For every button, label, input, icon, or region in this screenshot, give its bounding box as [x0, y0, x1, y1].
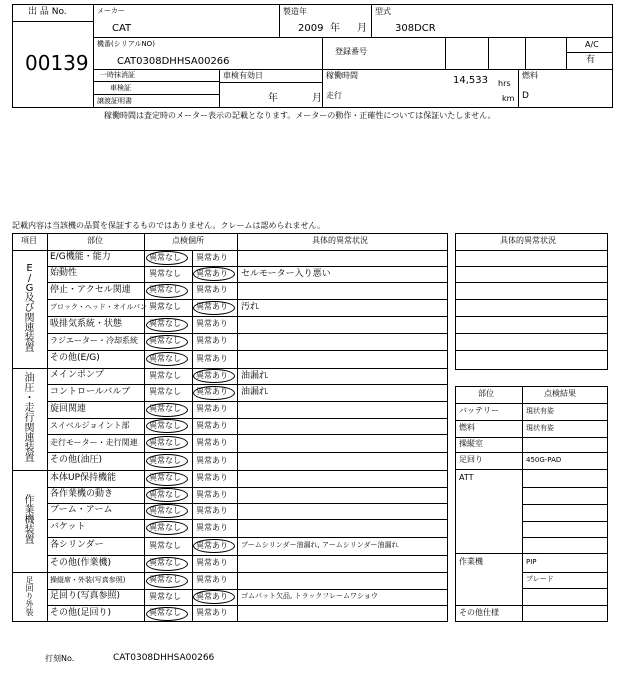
model-label: 型式	[375, 7, 391, 16]
right-detail-head: 具体的異常状況	[500, 236, 556, 245]
row-part: その他(作業機)	[50, 557, 112, 568]
hours-label: 稼働時間	[326, 71, 358, 80]
check-normal: 異常なし	[149, 591, 181, 601]
check-abnormal: 異常あり	[196, 591, 228, 601]
row-detail: 汚れ	[241, 302, 260, 312]
serial-value: CAT0308DHHSA00266	[117, 56, 230, 67]
check-abnormal: 異常あり	[196, 420, 228, 430]
lot-no-label: 出 品 No.	[28, 7, 67, 17]
right-row-part: 作業機	[459, 557, 483, 566]
check-normal: 異常なし	[149, 319, 181, 328]
check-circle-mark	[146, 318, 188, 332]
row-part: 停止・アクセル関連	[50, 284, 131, 295]
check-abnormal: 異常あり	[196, 302, 228, 311]
check-circle-mark	[146, 454, 188, 468]
model-value: 308DCR	[395, 23, 436, 34]
right-row-result: 450G-PAD	[526, 455, 562, 464]
row-part: E/G機能・能力	[50, 252, 111, 262]
hours-unit: hrs	[498, 79, 511, 88]
row-part: スイベルジョイント部	[50, 420, 130, 430]
check-abnormal: 異常あり	[196, 489, 228, 499]
check-abnormal: 異常あり	[196, 473, 228, 482]
row-part: ラジエーター・冷却系統	[50, 336, 138, 345]
row-part: メインポンプ	[50, 370, 104, 380]
head-item: 項目	[21, 236, 37, 245]
temp-cert-label: 一時抹消証	[100, 71, 135, 79]
check-abnormal: 異常あり	[196, 404, 228, 413]
check-abnormal: 異常あり	[196, 268, 228, 278]
check-abnormal: 異常あり	[196, 505, 228, 515]
right-row-part: その他仕様	[459, 608, 499, 617]
check-circle-mark	[146, 352, 188, 366]
check-abnormal: 異常あり	[196, 353, 228, 363]
check-circle-mark	[146, 472, 188, 486]
check-normal: 異常なし	[149, 302, 181, 311]
check-normal: 異常なし	[149, 353, 181, 363]
check-abnormal: 異常あり	[196, 387, 228, 396]
inspect-cert-label: 車検証	[110, 84, 131, 92]
stamp-no-label: 打刻No.	[45, 654, 75, 663]
row-part: ブーム・アーム	[50, 505, 113, 515]
check-abnormal: 異常あり	[196, 522, 228, 532]
row-part: 始動性	[50, 268, 78, 278]
row-detail: ブームシリンダー油漏れ, アームシリンダー油漏れ	[241, 540, 399, 549]
check-circle-mark	[146, 419, 188, 433]
check-circle-mark	[146, 557, 188, 571]
check-abnormal: 異常あり	[196, 370, 228, 380]
row-detail: 油漏れ	[241, 370, 269, 381]
right-row-part: 操縦室	[459, 439, 483, 448]
ac-label: A/C	[585, 40, 599, 49]
row-detail: セルモーター入り悪い	[241, 268, 331, 279]
reg-label: 登録番号	[335, 47, 367, 56]
check-normal: 異常なし	[149, 370, 181, 380]
check-circle-mark	[193, 369, 235, 383]
row-part: 操縦席・外装(写真参照)	[50, 575, 126, 584]
expiry-label: 車検有効日	[223, 71, 263, 80]
row-part: コントロールバルブ	[50, 386, 131, 397]
fuel-value: D	[522, 91, 529, 101]
head-detail: 具体的異常状況	[312, 236, 368, 245]
right-head-part: 部位	[478, 389, 494, 398]
travel-label: 走行	[326, 91, 342, 100]
check-normal: 異常なし	[149, 285, 181, 294]
row-part: 各シリンダー	[50, 540, 104, 550]
maker-label: メーカー	[97, 7, 125, 15]
check-abnormal: 異常あり	[196, 455, 228, 465]
check-abnormal: 異常あり	[196, 252, 228, 262]
quality-notice: 記載内容は当該機の品質を保証するものではありません。クレームは認められません。	[12, 221, 325, 230]
right-row-part: 燃料	[459, 423, 475, 432]
check-normal: 異常なし	[149, 575, 181, 584]
check-circle-mark	[146, 574, 188, 588]
check-circle-mark	[146, 521, 188, 535]
check-normal: 異常なし	[149, 489, 181, 499]
check-circle-mark	[193, 267, 235, 281]
check-abnormal: 異常あり	[196, 437, 228, 447]
check-circle-mark	[146, 436, 188, 450]
check-normal: 異常なし	[149, 437, 181, 447]
check-circle-mark	[193, 301, 235, 315]
check-normal: 異常なし	[149, 522, 181, 532]
group-label: 作 業 機 装 置	[24, 495, 35, 546]
hours-notice: 稼働時間は査定時のメーター表示の記載となります。メーターの動作・正確性については保証いたしません。	[104, 111, 496, 120]
row-part: 旋回関連	[50, 403, 87, 414]
check-abnormal: 異常あり	[196, 608, 228, 617]
check-abnormal: 異常あり	[196, 540, 228, 550]
month-unit: 月	[357, 23, 367, 34]
row-detail: 油漏れ	[241, 387, 269, 397]
expiry-year-unit: 年	[268, 93, 278, 104]
group-label: E / G 及 び 関 連 装 置	[24, 263, 35, 354]
check-abnormal: 異常あり	[196, 285, 228, 294]
year-unit: 年	[330, 23, 340, 34]
check-circle-mark	[146, 488, 188, 502]
group-label: 足 回 り 外 装	[25, 576, 34, 617]
check-circle-mark	[193, 539, 235, 553]
right-row-part: ATT	[459, 472, 474, 482]
maker-value: CAT	[112, 23, 132, 34]
check-abnormal: 異常あり	[196, 336, 228, 345]
check-normal: 異常なし	[149, 387, 181, 396]
row-part: 各作業機の動き	[50, 489, 114, 499]
row-part: その他(E/G)	[50, 353, 100, 363]
right-row-result: 現状有姿	[526, 423, 554, 432]
check-normal: 異常なし	[149, 420, 181, 430]
check-normal: 異常なし	[149, 252, 181, 262]
right-head-result: 点検結果	[544, 389, 576, 398]
check-circle-mark	[146, 251, 188, 265]
check-abnormal: 異常あり	[196, 319, 228, 328]
row-part: その他(油圧)	[50, 455, 103, 465]
check-circle-mark	[146, 403, 188, 417]
km-unit: km	[502, 94, 515, 103]
check-abnormal: 異常あり	[196, 558, 228, 567]
right-row-part: 足回り	[459, 455, 483, 464]
hours-value: 14,533	[453, 75, 488, 86]
check-circle-mark	[146, 504, 188, 518]
row-part: その他(足回り)	[50, 607, 112, 618]
check-abnormal: 異常あり	[196, 575, 228, 584]
transfer-cert-label: 譲渡証明書	[97, 97, 132, 105]
check-normal: 異常なし	[149, 404, 181, 413]
serial-label: 機番(シリアルNO)	[97, 40, 155, 48]
check-normal: 異常なし	[149, 540, 181, 550]
check-circle-mark	[146, 284, 188, 298]
right-row-result: PIP	[526, 557, 537, 566]
row-detail: ゴムパット欠品, トラックフレームワショウ	[241, 591, 378, 600]
expiry-month-unit: 月	[312, 93, 322, 104]
check-circle-mark	[146, 607, 188, 621]
check-normal: 異常なし	[149, 505, 181, 515]
right-row-part: バッテリー	[459, 406, 499, 415]
year-value: 2009	[298, 23, 324, 34]
row-part: 吸排気系統・状態	[50, 318, 123, 329]
row-part: バケット	[50, 522, 86, 532]
check-normal: 異常なし	[149, 473, 181, 482]
row-part: 足回り(写真参照)	[50, 591, 121, 601]
check-normal: 異常なし	[149, 608, 181, 617]
check-normal: 異常なし	[149, 558, 181, 567]
check-circle-mark	[193, 590, 235, 604]
head-part: 部位	[87, 236, 103, 245]
year-label: 製造年	[283, 7, 307, 16]
stamp-no-value: CAT0308DHHSA00266	[113, 653, 215, 663]
row-part: 本体UP保持機能	[50, 472, 117, 483]
right-row-result: ブレード	[526, 575, 554, 583]
row-part: ブロック・ヘッド・オイルパン	[50, 302, 148, 311]
check-normal: 異常なし	[149, 455, 181, 465]
head-check: 点検個所	[172, 236, 204, 245]
check-circle-mark	[146, 335, 188, 349]
lot-no: 00139	[25, 51, 89, 75]
check-normal: 異常なし	[149, 336, 181, 345]
row-part: 走行モーター・走行関連	[50, 437, 138, 447]
fuel-label: 燃料	[522, 71, 538, 80]
check-normal: 異常なし	[149, 268, 181, 278]
right-row-result: 現状有姿	[526, 406, 554, 415]
ac-value: 有	[586, 55, 596, 65]
group-label: 油 圧 ・ 走 行 関 連 装 置	[24, 373, 35, 464]
check-circle-mark	[193, 386, 235, 400]
